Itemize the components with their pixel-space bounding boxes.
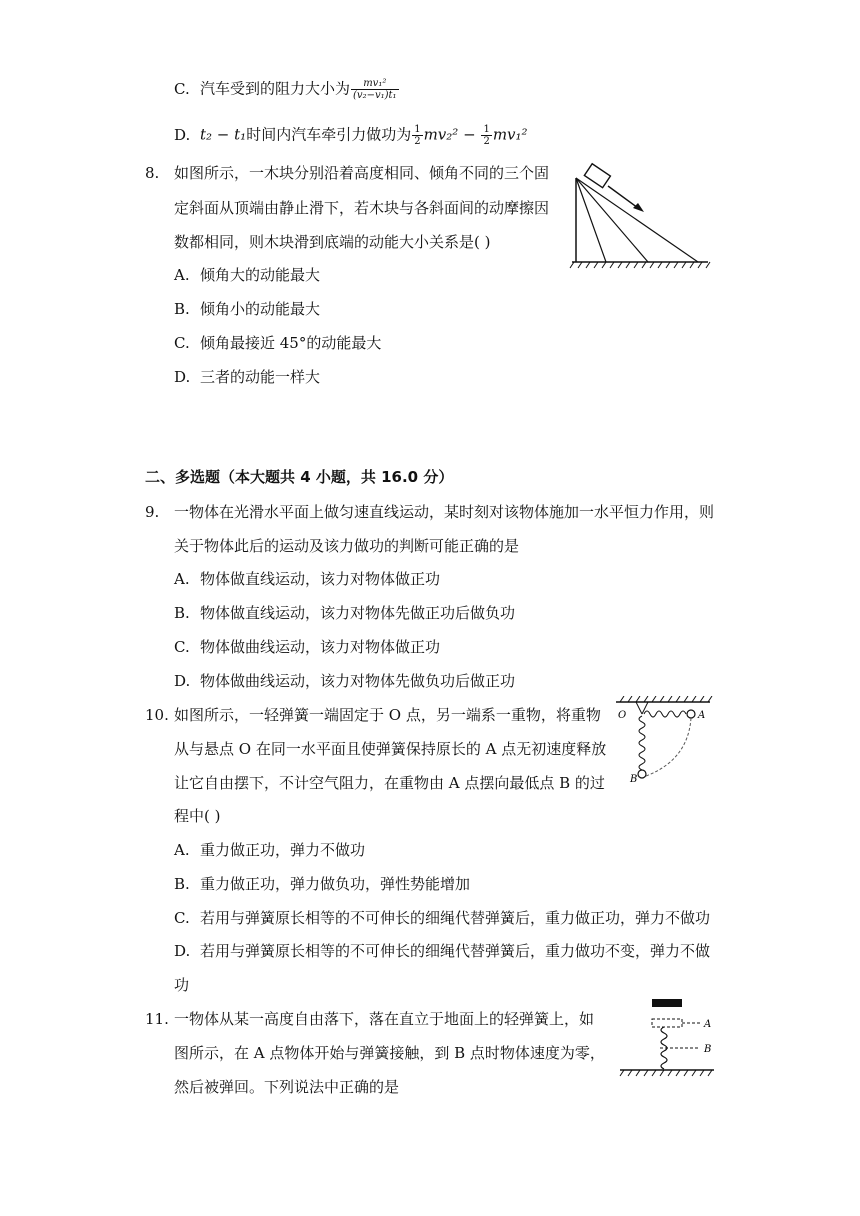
question-stem-line: 如图所示，一木块分别沿着高度相同、倾角不同的三个固: [174, 164, 550, 182]
label-b: B: [630, 774, 638, 785]
question-stem-line: 图所示，在 A 点物体开始与弹簧接触，到 B 点时物体速度为零，: [174, 1044, 605, 1062]
q9-option-c: C. 物体做曲线运动，该力对物体做正功: [174, 638, 441, 656]
question-number: 9.: [145, 503, 160, 521]
q7-option-d: [174, 124, 528, 147]
q7-option-c: [174, 78, 400, 101]
option-letter: C.: [174, 79, 190, 98]
q10-option-d-continued: 功: [174, 976, 190, 994]
question-number: 11.: [145, 1010, 169, 1028]
q9-option-d: D. 物体做曲线运动，该力对物体先做负功后做正功: [174, 672, 516, 690]
question-stem-line: 一物体从某一高度自由落下，落在直立于地面上的轻弹簧上，如: [174, 1010, 595, 1028]
label-o: O: [618, 710, 627, 721]
half-fraction: $\frac{1}{2}$: [483, 124, 490, 147]
q8-option-c: C. 倾角最接近 45°的动能最大: [174, 334, 382, 352]
fraction: $\frac{\text{mv₁²}}{\text{(v₂−v₁)t₁}}$: [353, 78, 397, 101]
question-stem-line: 一物体在光滑水平面上做匀速直线运动，某时刻对该物体施加一水平恒力作用，则: [174, 503, 715, 521]
option-letter: D.: [174, 125, 191, 144]
q8-option-a: A. 倾角大的动能最大: [174, 266, 321, 284]
label-a: A: [704, 1019, 712, 1030]
question-number: 10.: [145, 706, 169, 724]
label-b: B: [704, 1044, 712, 1055]
q9-option-a: A. 物体做直线运动，该力对物体做正功: [174, 570, 441, 588]
q10-option-c: C. 若用与弹簧原长相等的不可伸长的细绳代替弹簧后，重力做正功，弹力不做功: [174, 909, 711, 927]
falling-block-spring-figure: [618, 996, 716, 1080]
question-stem-line: 从与悬点 O 在同一水平面且使弹簧保持原长的 A 点无初速度释放: [174, 740, 607, 758]
formula: mv₁²: [492, 125, 528, 144]
section-title: 二、多选题（本大题共 4 小题，共 16.0 分）: [145, 468, 454, 486]
q8-option-d: D. 三者的动能一样大: [174, 368, 321, 386]
question-number: 8.: [145, 164, 160, 182]
question-stem-line: 如图所示，一轻弹簧一端固定于 O 点，另一端系一重物，将重物: [174, 706, 601, 724]
question-stem-line: 然后被弹回。下列说法中正确的是: [174, 1078, 400, 1096]
question-stem-line: 数都相同，则木块滑到底端的动能大小关系是( ): [174, 233, 491, 251]
formula: mv₂²: [423, 125, 459, 144]
q10-option-d: D. 若用与弹簧原长相等的不可伸长的细绳代替弹簧后，重力做功不变，弹力不做: [174, 942, 711, 960]
spring-pendulum-figure: [612, 696, 714, 788]
option-text: 时间内汽车牵引力做功为: [246, 125, 412, 144]
inclines-figure: [568, 158, 713, 272]
label-a: A: [698, 710, 706, 721]
q8-option-b: B. 倾角小的动能最大: [174, 300, 321, 318]
half-fraction: $\frac{1}{2}$: [414, 124, 421, 147]
question-stem-line: 让它自由摆下，不计空气阻力，在重物由 A 点摆向最低点 B 的过: [174, 774, 605, 792]
q10-option-b: B. 重力做正功，弹力做负功，弹性势能增加: [174, 875, 471, 893]
question-stem-line: 程中( ): [174, 807, 221, 825]
q9-option-b: B. 物体做直线运动，该力对物体先做正功后做负功: [174, 604, 516, 622]
q10-option-a: A. 重力做正功，弹力不做功: [174, 841, 366, 859]
minus-sign: −: [463, 125, 476, 144]
option-text: 汽车受到的阻力大小为: [200, 79, 351, 98]
question-stem-line: 定斜面从顶端由静止滑下，若木块与各斜面间的动摩擦因: [174, 199, 550, 217]
time-interval: t₂ − t₁: [200, 125, 247, 144]
question-stem-line: 关于物体此后的运动及该力做功的判断可能正确的是: [174, 537, 520, 555]
